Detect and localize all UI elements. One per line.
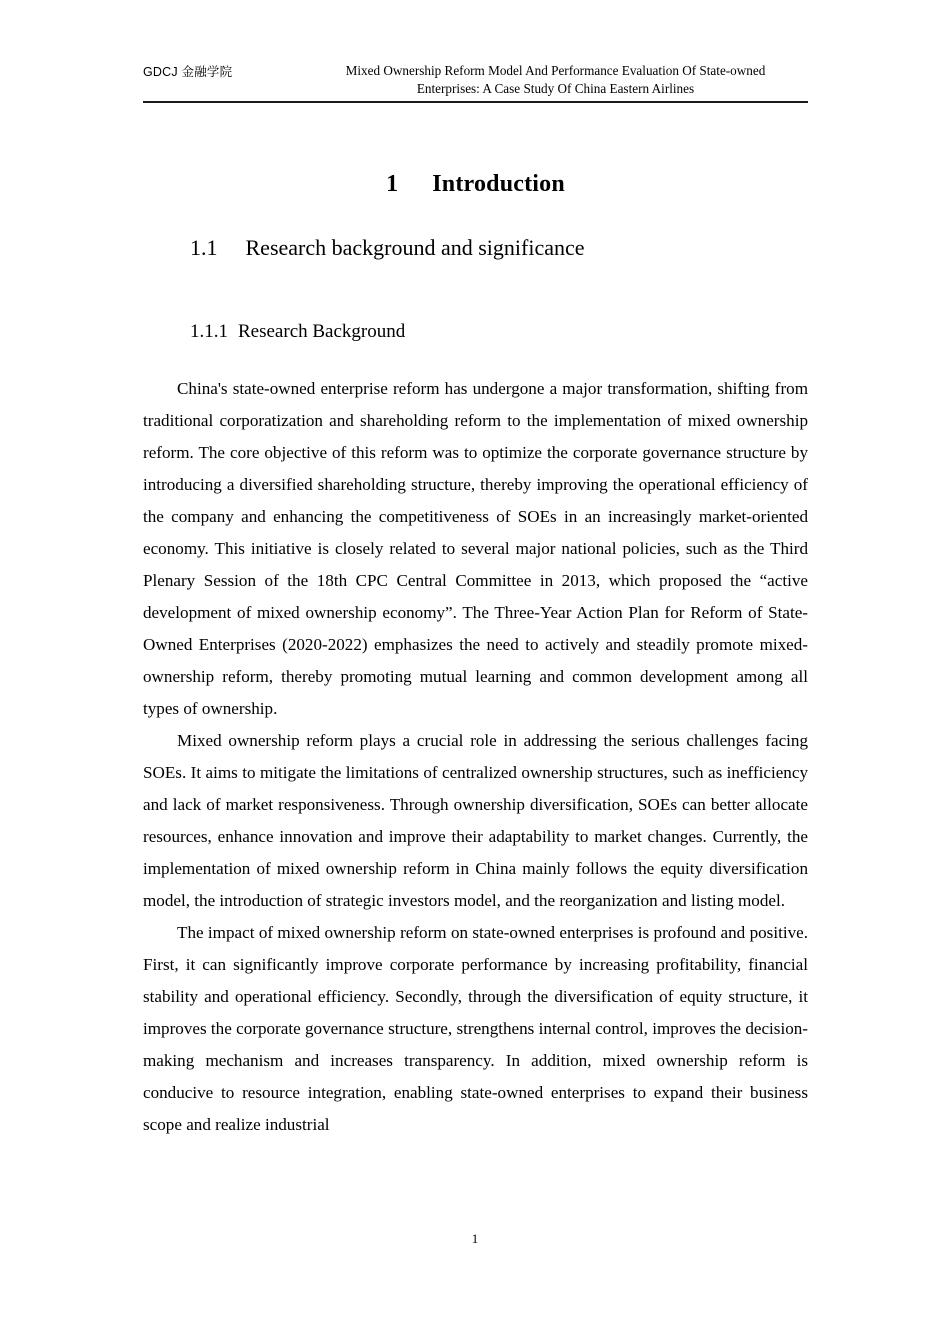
header-title-line-2: Enterprises: A Case Study Of China Eastern Airlines (416, 80, 695, 96)
header-document-title (303, 62, 808, 97)
subsection-title: Research Background (238, 321, 406, 342)
body-paragraph: The impact of mixed ownership reform on state-owned enterprises is profound and positive. First, it can significantly improve corporate performance by increasing profitability, financial stability and operational efficiency. Secondly, through the diversification of equity structure, it improves the corporate governance structure, strengthens internal control, improves the decision-making mechanism and increases transparency. In addition, mixed ownership reform is conducive to resource integration, enabling state-owned enterprises to expand their business scope and realize industrial (143, 923, 808, 1134)
section-title: Research background and significance (245, 235, 585, 260)
section-heading (190, 233, 585, 263)
section-number: 1.1 (190, 235, 218, 260)
chapter-title: Introduction (432, 171, 565, 197)
page-header (143, 62, 808, 97)
body-text-container (143, 373, 808, 1141)
subsection-heading (190, 318, 405, 346)
page-number: 1 (471, 1231, 479, 1246)
subsection-number: 1.1.1 (190, 321, 228, 342)
body-paragraph: China's state-owned enterprise reform has undergone a major transformation, shifting from traditional corporatization and shareholding reform to the implementation of mixed ownership reform. The core objective of this reform was to optimize the corporate governance structure by introducing a diversified shareholding structure, thereby improving the operational efficiency of the company and enhancing the competitiveness of SOEs in an increasingly market-oriented economy. This initiative is closely related to several major national policies, such as the Third Plenary Session of the 18th CPC Central Committee in 2013, which proposed the “active development of mixed ownership economy”. The Three-Year Action Plan for Reform of State-Owned Enterprises (2020-2022) emphasizes the need to actively and steadily promote mixed-ownership reform, thereby promoting mutual learning and common development among all types of ownership. (143, 379, 808, 718)
header-title-line-1: Mixed Ownership Reform Model And Performance Evaluation Of State-owned (345, 63, 766, 78)
institution-logo-text: GDCJ 金融学院 (143, 65, 233, 79)
header-divider-rule (143, 101, 808, 103)
chapter-number: 1 (386, 171, 399, 197)
body-paragraph: Mixed ownership reform plays a crucial role in addressing the serious challenges facing SOEs. It aims to mitigate the limitations of centralized ownership structures, such as inefficiency and lack of market responsiveness. Through ownership diversification, SOEs can better allocate resources, enhance innovation and improve their adaptability to market changes. Currently, the implementation of mixed ownership reform in China mainly follows the equity diversification model, the introduction of strategic investors model, and the reorganization and listing model. (143, 731, 808, 910)
chapter-heading (143, 168, 808, 200)
